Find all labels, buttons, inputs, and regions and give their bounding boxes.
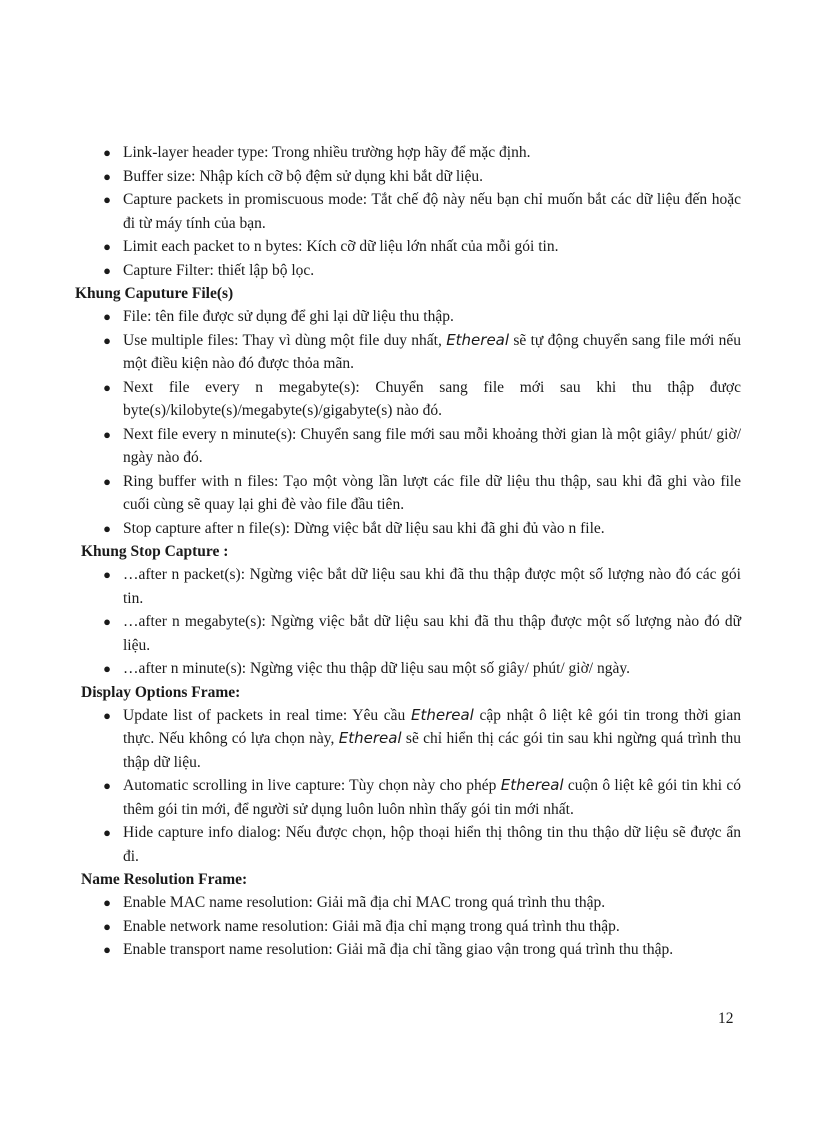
list-item: ● File: tên file được sử dụng để ghi lại dữ liệu thu thập. bbox=[75, 305, 741, 329]
list-item: ● Link-layer header type: Trong nhiều trường hợp hãy để mặc định. bbox=[75, 141, 741, 165]
bullet-icon: ● bbox=[103, 332, 111, 348]
bullet-icon: ● bbox=[103, 520, 111, 536]
list-item: ● Buffer size: Nhập kích cỡ bộ đệm sử dụng khi bắt dữ liệu. bbox=[75, 165, 741, 189]
list-item: ● Update list of packets in real time: Yêu cầu Ethereal cập nhật ô liệt kê gói tin trong thời gian thực. Nếu không có lựa chọn này, Ethereal sẽ chỉ hiển thị các gói tin sau khi ngừng quá trình thu thập dữ liệu. bbox=[103, 705, 741, 771]
section-heading-display-options: Display Options Frame: bbox=[81, 683, 241, 701]
stop-capture-list bbox=[75, 563, 741, 681]
bullet-icon: ● bbox=[103, 168, 111, 184]
capture-options-list bbox=[75, 141, 741, 282]
bullet-icon: ● bbox=[103, 825, 111, 840]
list-item: ● Next file every n minute(s): Chuyển sang file mới sau mỗi khoảng thời gian là một giây/ phút/ giờ/ ngày nào đó. bbox=[75, 423, 741, 470]
list-item: ● Ring buffer with n files: Tạo một vòng lần lượt các file dữ liệu thu thập, sau khi đã ghi vào file cuối cùng sẽ quay lại ghi đè vào file đầu tiên. bbox=[75, 470, 741, 517]
bullet-icon: ● bbox=[103, 426, 111, 442]
page-number: 12 bbox=[718, 1010, 734, 1027]
list-item: ● …after n megabyte(s): Ngừng việc bắt dữ liệu sau khi đã thu thập được một số lượng nào đó dữ liệu. bbox=[75, 610, 741, 657]
bullet-icon: ● bbox=[103, 778, 111, 793]
bullet-icon: ● bbox=[103, 309, 111, 324]
list-item: ● Enable transport name resolution: Giải mã địa chỉ tầng giao vận trong quá trình thu thập. bbox=[75, 938, 741, 962]
list-item: ● …after n packet(s): Ngừng việc bắt dữ liệu sau khi đã thu thập được một số lượng nào đó các gói tin. bbox=[75, 563, 741, 610]
bullet-icon: ● bbox=[103, 614, 111, 629]
capture-file-list bbox=[75, 305, 741, 540]
bullet-icon: ● bbox=[103, 567, 111, 582]
bullet-icon: ● bbox=[103, 239, 111, 254]
list-item: ● Hide capture info dialog: Nếu được chọn, hộp thoại hiển thị thông tin thu thậo dữ liệu sẽ được ẩn đi. bbox=[75, 821, 741, 868]
list-item: ● Stop capture after n file(s): Dừng việc bắt dữ liệu sau khi đã ghi đủ vào n file. bbox=[75, 517, 741, 541]
bullet-icon: ● bbox=[103, 707, 111, 723]
bullet-icon: ● bbox=[103, 895, 111, 910]
list-item: ● Automatic scrolling in live capture: Tùy chọn này cho phép Ethereal cuộn ô liệt kê gói tin khi có thêm gói tin mới, để người sử dụng luôn luôn nhìn thấy gói tin mới nhất. bbox=[103, 776, 741, 818]
section-heading-name-resolution: Name Resolution Frame: bbox=[81, 871, 248, 888]
list-item: ● Next file every n megabyte(s): Chuyển sang file mới sau khi thu thập được byte(s)/kilobyte(s)/megabyte(s)/gigabyte(s) nào đó. bbox=[75, 376, 741, 423]
list-item: ● Limit each packet to n bytes: Kích cỡ dữ liệu lớn nhất của mỗi gói tin. bbox=[75, 235, 741, 259]
section-heading-stop-capture: Khung Stop Capture : bbox=[81, 543, 229, 560]
list-item: ● Enable MAC name resolution: Giải mã địa chỉ MAC trong quá trình thu thập. bbox=[75, 891, 741, 915]
bullet-icon: ● bbox=[103, 918, 111, 934]
app-name: Ethereal bbox=[500, 776, 564, 794]
list-item: ● Capture packets in promiscuous mode: Tắt chế độ này nếu bạn chỉ muốn bắt các dữ liệu đến hoặc đi từ máy tính của bạn. bbox=[75, 188, 741, 235]
list-item: ● Use multiple files: Thay vì dùng một file duy nhất, Ethereal sẽ tự động chuyển sang file mới nếu một điều kiện nào đó được thỏa mãn. bbox=[103, 330, 741, 372]
section-heading-capture-file: Khung Caputure File(s) bbox=[75, 285, 234, 302]
bullet-icon: ● bbox=[103, 473, 111, 489]
app-name: Ethereal bbox=[410, 705, 474, 724]
page-content bbox=[75, 141, 741, 962]
bullet-icon: ● bbox=[103, 379, 111, 395]
app-name: Ethereal bbox=[338, 729, 402, 747]
display-options-list bbox=[75, 704, 741, 869]
bullet-icon: ● bbox=[103, 942, 111, 957]
bullet-icon: ● bbox=[103, 262, 111, 278]
bullet-icon: ● bbox=[103, 145, 111, 160]
app-name: Ethereal bbox=[446, 330, 510, 349]
name-resolution-list bbox=[75, 891, 741, 962]
bullet-icon: ● bbox=[103, 192, 111, 207]
bullet-icon: ● bbox=[103, 661, 111, 676]
list-item: ● …after n minute(s): Ngừng việc thu thập dữ liệu sau một số giây/ phút/ giờ/ ngày. bbox=[75, 657, 741, 681]
list-item: ● Enable network name resolution: Giải mã địa chỉ mạng trong quá trình thu thập. bbox=[75, 915, 741, 939]
list-item: ● Capture Filter: thiết lập bộ lọc. bbox=[75, 259, 741, 283]
